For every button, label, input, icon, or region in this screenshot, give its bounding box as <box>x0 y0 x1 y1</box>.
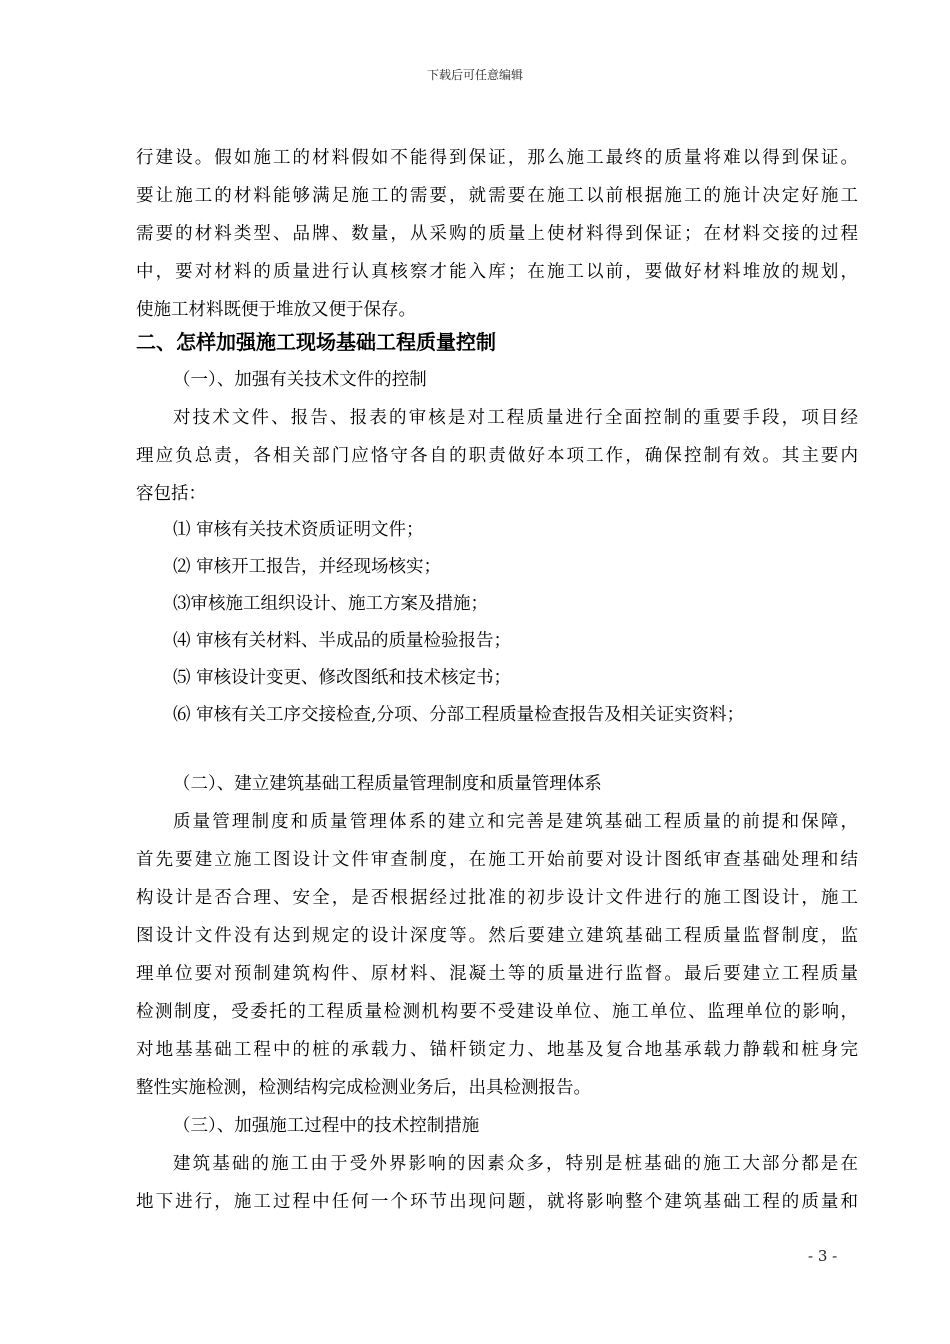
body-line: 对地基基础工程中的桩的承载力、锚杆锁定力、地基及复合地基承载力静载和桩身完 <box>136 1040 858 1060</box>
body-line: 地下进行，施工过程中任何一个环节出现问题，就将影响整个建筑基础工程的质量和 <box>136 1192 858 1212</box>
body-line: 需要的材料类型、品牌、数量，从采购的质量上使材料得到保证；在材料交接的过程 <box>136 224 858 244</box>
list-item: ⑹ 审核有关工序交接检查,分项、分部工程质量检查报告及相关证实资料； <box>173 705 745 725</box>
body-line: 要让施工的材料能够满足施工的需要，就需要在施工以前根据施工的施计决定好施工 <box>136 186 858 206</box>
body-line: 行建设。假如施工的材料假如不能得到保证，那么施工最终的质量将难以得到保证。 <box>136 148 858 168</box>
list-item: ⑶审核施工组织设计、施工方案及措施； <box>173 594 488 614</box>
body-line: 质量管理制度和质量管理体系的建立和完善是建筑基础工程质量的前提和保障， <box>173 812 858 832</box>
body-line: 检测制度，受委托的工程质量检测机构要不受建设单位、施工单位、监理单位的影响， <box>136 1002 858 1022</box>
body-line: 图设计文件没有达到规定的设计深度等。然后要建立建筑基础工程质量监督制度，监 <box>136 926 858 946</box>
body-line: 理应负总责，各相关部门应恪守各自的职责做好本项工作，确保控制有效。其主要内 <box>136 446 858 466</box>
body-line: 中，要对材料的质量进行认真核察才能入库；在施工以前，要做好材料堆放的规划， <box>136 262 858 282</box>
body-line: 对技术文件、报告、报表的审核是对工程质量进行全面控制的重要手段，项目经 <box>173 408 858 428</box>
body-line: 首先要建立施工图设计文件审查制度，在施工开始前要对设计图纸审查基础处理和结 <box>136 850 858 870</box>
subsection-title: （三）、加强施工过程中的技术控制措施 <box>173 1116 480 1136</box>
section-heading: 二、怎样加强施工现场基础工程质量控制 <box>136 330 496 354</box>
list-item: ⑷ 审核有关材料、半成品的质量检验报告； <box>173 631 512 651</box>
body-line: 构设计是否合理、安全，是否根据经过批准的初步设计文件进行的施工图设计，施工 <box>136 888 858 908</box>
list-item: ⑸ 审核设计变更、修改图纸和技术核定书； <box>173 668 512 688</box>
subsection-title: （一）、加强有关技术文件的控制 <box>173 370 427 390</box>
header-note: 下载后可任意编辑 <box>426 68 523 82</box>
body-line: 建筑基础的施工由于受外界影响的因素众多，特别是桩基础的施工大部分都是在 <box>173 1154 858 1174</box>
body-line: 整性实施检测，检测结构完成检测业务后，出具检测报告。 <box>136 1078 591 1098</box>
subsection-title: （二）、建立建筑基础工程质量管理制度和质量管理体系 <box>173 774 602 794</box>
body-line: 使施工材料既便于堆放又便于保存。 <box>136 300 416 320</box>
body-line: 容包括： <box>136 484 206 504</box>
page-number: - 3 - <box>808 1247 838 1265</box>
list-item: ⑵ 审核开工报告，并经现场核实； <box>173 557 442 577</box>
list-item: ⑴ 审核有关技术资质证明文件； <box>173 520 424 540</box>
body-line: 理单位要对预制建筑构件、原材料、混凝土等的质量进行监督。最后要建立工程质量 <box>136 964 858 984</box>
